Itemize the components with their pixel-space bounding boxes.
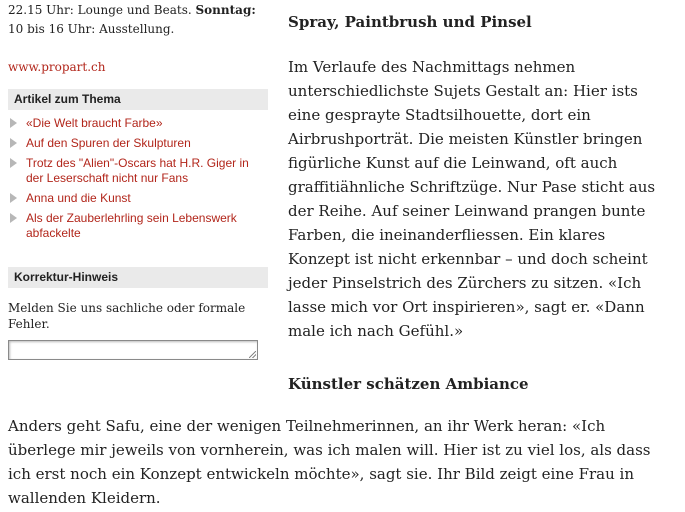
correction-description: Melden Sie uns sachliche oder formale Fehler. bbox=[8, 301, 246, 331]
related-article-link[interactable] bbox=[8, 191, 254, 206]
related-article-link[interactable] bbox=[8, 116, 254, 131]
related-article-label: Trotz des "Alien"-Oscars hat H.R. Giger in der Leserschaft nicht nur Fans bbox=[26, 156, 249, 185]
correction-textarea[interactable] bbox=[8, 340, 258, 360]
related-article-label: Auf den Spuren der Skulpturen bbox=[26, 136, 191, 150]
related-article-label: Als der Zauberlehrling sein Lebenswerk abfackelte bbox=[26, 211, 237, 240]
sidebar bbox=[8, 0, 268, 360]
article-subheading: Künstler schätzen Ambiance bbox=[288, 375, 529, 393]
event-text-1: 22.15 Uhr: Lounge und Beats. bbox=[8, 3, 196, 17]
article-column bbox=[288, 0, 668, 395]
event-text-2: 10 bis 16 Uhr: Ausstellung. bbox=[8, 22, 175, 36]
arrow-right-icon bbox=[10, 158, 17, 168]
correction-heading: Korrektur-Hinweis bbox=[8, 267, 268, 288]
article-paragraph: Anders geht Safu, eine der wenigen Teilnehmerinnen, an ihr Werk heran: «Ich überlege mir jeweils von vornherein, was ich malen will. Hier ist zu viel los, als dass ich erst noch ein Konzept entwickeln möchte», sagt sie. Ihr Bild zeigt eine Frau in wallenden Kleidern. bbox=[8, 417, 651, 507]
related-article-link[interactable] bbox=[8, 136, 254, 151]
arrow-right-icon bbox=[10, 118, 17, 128]
website-link[interactable]: www.propart.ch bbox=[8, 60, 106, 74]
related-article-label: Anna und die Kunst bbox=[26, 191, 131, 205]
event-day-label: Sonntag: bbox=[195, 3, 256, 17]
related-article-link[interactable] bbox=[8, 211, 254, 241]
related-articles-list bbox=[8, 116, 268, 241]
arrow-right-icon bbox=[10, 193, 17, 203]
event-info bbox=[8, 0, 268, 39]
arrow-right-icon bbox=[10, 213, 17, 223]
article-subheading: Spray, Paintbrush und Pinsel bbox=[288, 13, 532, 31]
article-paragraph: Im Verlaufe des Nachmittags nehmen unterschiedlichste Sujets Gestalt an: Hier ists eine gesprayte Stadtsilhouette, dort ein Airbrushporträt. Die meisten Künstler bringen figürliche Kunst auf die Leinwand, oft auch graffitiähnliche Schriftzüge. Nur Pase sticht aus der Reihe. Auf seiner Leinwand prangen bunte Farben, die ineinanderfliessen. Ein klares Konzept ist nicht erkennbar – und doch scheint jeder Pinselstrich des Zürchers zu sitzen. «Ich lasse mich vor Ort inspirieren», sagt er. «Dann male ich nach Gefühl.» bbox=[288, 58, 656, 340]
arrow-right-icon bbox=[10, 138, 17, 148]
resize-grip-icon[interactable] bbox=[249, 351, 256, 358]
related-article-label: «Die Welt braucht Farbe» bbox=[26, 116, 163, 130]
related-articles-heading: Artikel zum Thema bbox=[8, 89, 268, 110]
related-article-link[interactable] bbox=[8, 156, 254, 186]
